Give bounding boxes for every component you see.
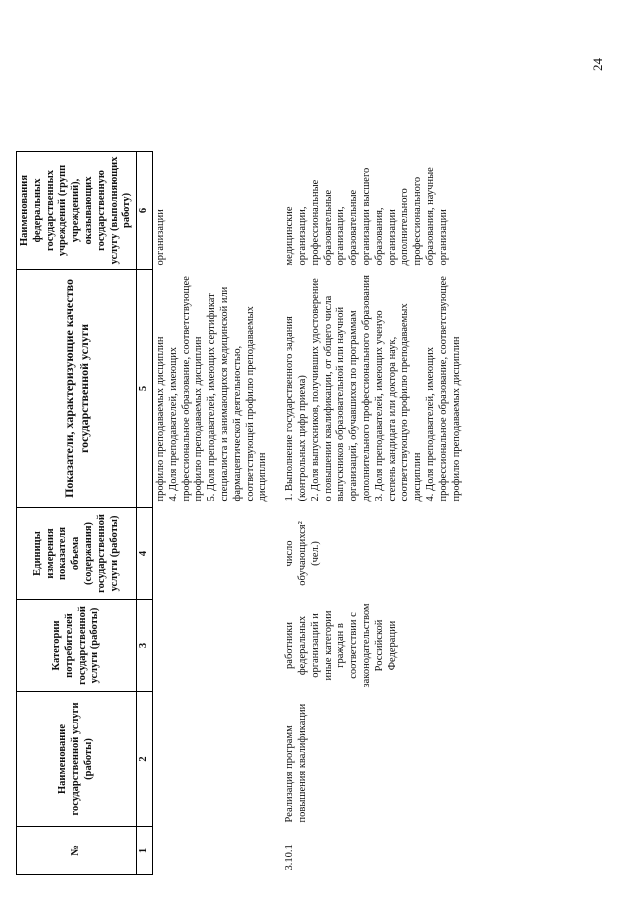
row-quality-indicators xyxy=(282,269,465,507)
indicator-text: 4. Доля преподавателей, имеющих профессиональное образование, соответствующее профилю преподаваемых дисциплин xyxy=(424,276,462,502)
column-number: 1 xyxy=(137,827,153,875)
indicator-text: 4. Доля преподавателей, имеющих профессиональное образование, соответствующее профилю преподаваемых дисциплин xyxy=(167,276,205,502)
continuation-institutions: организации xyxy=(154,209,166,266)
column-number: 2 xyxy=(137,692,153,827)
table-row xyxy=(282,151,465,874)
header-consumers: Категории потребителей государственной услуги (работы) xyxy=(17,599,137,691)
indicator-text: 5. Доля преподавателей, имеющих сертификат специалиста и занимающихся медицинской или фармацевтической деятельностью, соответствующей профилю преподаваемых дисциплин xyxy=(206,286,269,502)
header-institutions: Наименования федеральных государственных учреждений (групп учреждений), оказывающих государственную услугу (выполняющих работу) xyxy=(17,151,137,269)
header-volume-unit: Единицы измерения показателя объема (содержания) государственной услуги (работы) xyxy=(17,507,137,599)
continuation-indicators xyxy=(152,269,272,507)
column-number: 5 xyxy=(137,269,153,507)
header-row xyxy=(17,151,137,874)
indicator-text: 3. Доля преподавателей, имеющих ученую степень кандидата или доктора наук, соответствующую профилю преподаваемых дисциплин xyxy=(373,303,424,502)
continuation-row xyxy=(152,151,272,874)
header-service-name: Наименование государственной услуги (работы) xyxy=(17,692,137,827)
column-number: 4 xyxy=(137,507,153,599)
row-number: 3.10.1 xyxy=(284,844,296,871)
header-number: № xyxy=(17,827,137,875)
row-service-name: Реализация программ повышения квалификации xyxy=(284,703,308,823)
row-institutions: медицинские организации, профессиональные образовательные организации, образовательные организации высшего образования, организации дополнительного профессионального образования, научные организации xyxy=(284,167,449,266)
column-number: 3 xyxy=(137,599,153,691)
row-consumers: работники федеральных организаций и иные категории граждан в соответствии с законодательством Российской Федерации xyxy=(284,603,398,688)
column-number-row xyxy=(137,151,153,874)
services-table xyxy=(16,151,465,875)
header-quality-indicators: Показатели, характеризующие качество государственной услуги xyxy=(17,269,137,507)
page-number: 24 xyxy=(590,58,605,71)
indicator-text: профилю преподаваемых дисциплин xyxy=(154,336,166,502)
indicator-text: 2. Доля выпускников, получивших удостоверение о повышении квалификации, от общего числа выпускников образовательной или научной организаций, обучавшихся по программам дополнительного профессионального образования xyxy=(309,274,372,502)
indicator-text: 1. Выполнение государственного задания (контрольных цифр приема) xyxy=(284,316,308,502)
column-number: 6 xyxy=(137,151,153,269)
row-volume-unit: число обучающихся² (чел.) xyxy=(284,521,321,586)
